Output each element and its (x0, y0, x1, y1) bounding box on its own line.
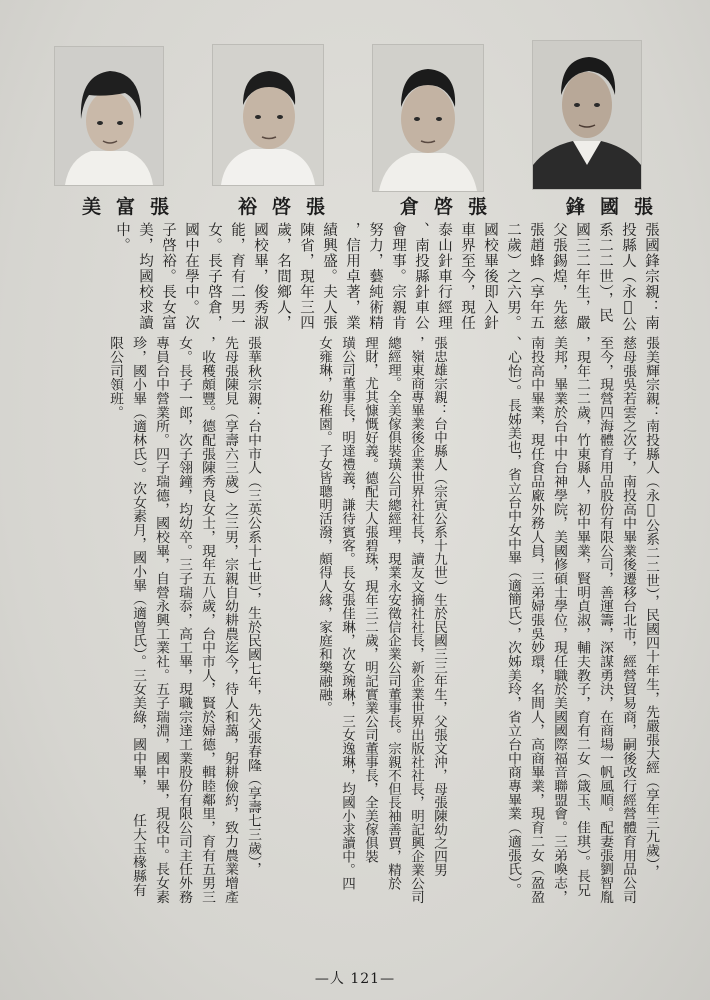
caption-fu-mei (82, 192, 184, 219)
caption-text: 張啓倉 (400, 196, 503, 218)
text-column: 慈母張吳若雲之次子，南投高中畢業後遷移台北市，經營貿易商，嗣後改行經營體育用品公司 (620, 336, 636, 904)
caption-text: 張富美 (82, 196, 185, 218)
text-column: 總經理。全美傢俱裝璜公司總經理，現業永安徵信企業公司董事長。宗親不但長袖善賈，精於 (385, 336, 401, 891)
text-column: 車界至今，現任 (459, 222, 475, 331)
text-column: 女。長子啓倉， (206, 222, 222, 331)
text-column: 張國鋒宗親：南 (643, 222, 659, 331)
biography-mei-hui (476, 336, 662, 952)
text-column: 張華秋宗親：台中市人（三英公系十七世），生於民國七年，先父張春隆（享壽七三歲）， (245, 336, 261, 876)
text-column: 美邦，畢業於台中中台神學院，美國修碩士學位，現任職於美國國際福音聯盟會。三弟喚志， (551, 336, 567, 904)
text-column: 張美輝宗親：南投縣人（永𨱽公系二二世），民國四十年生，先嚴張大經（享年三九歲）， (643, 336, 659, 878)
text-column: 璜公司董事長，明達禮義，謙待賓客。長女張佳琳，次女琬琳，三女逸琳，均國小求讀中。四 (339, 336, 355, 891)
caption-text: 張啓裕 (238, 196, 341, 218)
text-column: ，現年二二歲，竹東縣人，初中畢業，賢明貞淑，輔夫教子，育有二女（箴玉、佳琪）。長兄 (574, 336, 590, 897)
portrait-photo-boy-cang (372, 44, 484, 192)
portrait-photo-boy-yu (212, 44, 324, 186)
portrait-photo-man (532, 40, 642, 190)
text-column: 珍，國小畢（適林氏）。次女素月，國小畢（適曾氏）。三女美綠，國中畢， 任大玉椽縣有 (130, 336, 146, 897)
text-column: 女雍琳，幼稚園。子女皆聰明活潑，頗得人緣，家庭和樂融融。 (316, 336, 332, 715)
text-column: 投縣人（永𨱽公 (620, 222, 636, 332)
text-column: 國三二年生，嚴 (574, 222, 590, 331)
text-column: 父張錫煌，先慈 (551, 222, 567, 331)
text-column: 美，均國校求讀 (137, 222, 153, 331)
text-column: 子啓裕。長女富 (160, 222, 176, 331)
text-column: 二歲）之六男。 (505, 222, 521, 331)
text-column: 努力，藝純術精 (367, 222, 383, 331)
text-column: 、心怡）。長姊美也，省立台中女中畢（適簡氏），次姊美玲，省立台中商專畢業（適張氏）。 (505, 336, 521, 897)
text-column: 張趙蜂（享年五 (528, 222, 544, 331)
text-column: 張忠雄宗親：台中縣人（宗寅公系十九世）生於民國三三年生，父張文沖，母張陳幼之四男 (431, 336, 447, 877)
biography-zhong-xiong (288, 336, 450, 952)
biography-guo-feng (58, 222, 662, 340)
text-column: 專員台中營業所。四子瑞德，國校畢，自營永興工業社。五子瑞淵，國中畢，現役中。長女素 (153, 336, 169, 904)
text-column: 至今，現營四海體育用品股份有限公司，善運籌，深謀勇決，在商場一帆風順。配妻張劉智胤 (597, 336, 613, 904)
portrait-photo-girl (54, 46, 164, 186)
text-column: 歲，名間鄉人， (275, 222, 291, 331)
text-column: 女。長子一郎，次子翎鐘，均幼卒。三子瑞忝，高工畢，現職宗達工業股份有限公司主任外務 (176, 336, 192, 904)
text-column: 先母張陳見（享壽六三歲）之三男，宗親自幼耕農迄今，待人和藹，躬耕儉約，致力農業增產 (222, 336, 238, 904)
caption-guo-feng (566, 192, 668, 219)
text-column: 南投高中畢業，現任食品廠外務人員，三弟婦張吳妙環，名間人，高商畢業，現育二女（盈盈 (528, 336, 544, 904)
text-column: 能，育有二男一 (229, 222, 245, 331)
text-column: 中。 (114, 222, 130, 253)
text-column: 國校畢，俊秀淑 (252, 222, 268, 331)
text-column: 系二二世），民 (597, 222, 613, 324)
text-column: 理財，尤其慷慨好義。德配夫人張碧珠，現年三二歲，明記實業公司董事長，全美傢俱裝 (362, 336, 378, 864)
text-column: 績興盛。夫人張 (321, 222, 337, 331)
caption-text: 張國鋒 (566, 196, 669, 218)
text-column: 泰山針車行經理 (436, 222, 452, 331)
caption-qi-yu (238, 192, 340, 219)
text-column: 會理事。宗親肯 (390, 222, 406, 331)
text-column: ，收穫頗豐。德配張陳秀良女士，現年五八歲，台中市人，賢於婦德，輯睦鄰里，育有五男三 (199, 336, 215, 904)
text-column: ，嶺東商專畢業後企業世界社社長，讀友文摘社社長，新企業世界出版社社長，明記興企業公司 (408, 336, 424, 904)
text-column: ，信用卓著，業 (344, 222, 360, 331)
caption-qi-cang (400, 192, 502, 219)
text-column: 、南投縣針車公 (413, 222, 429, 331)
text-column: 陳省，現年三四 (298, 222, 314, 331)
page-number: —人 121— (314, 971, 396, 987)
text-column: 國中在學中。次 (183, 222, 199, 331)
text-column: 限公司領班。 (107, 336, 123, 420)
text-column: 國校畢後即入針 (482, 222, 498, 331)
biography-hua-qiu (58, 336, 264, 952)
